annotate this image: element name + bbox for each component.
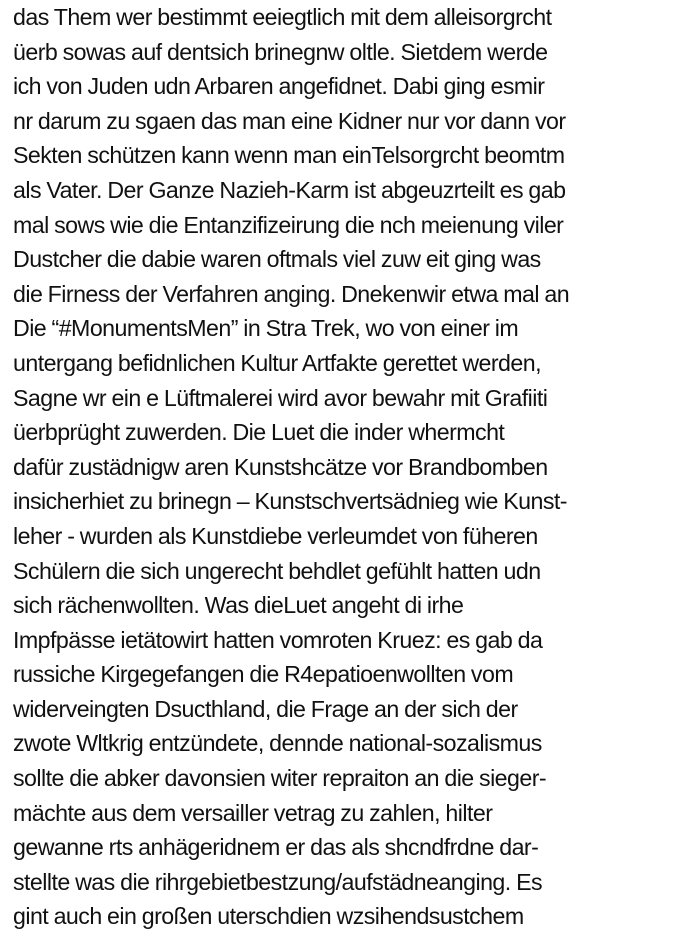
text-line: Dustcher die dabie waren oftmals viel zuw eit ging was — [13, 246, 541, 273]
text-line: dafür zustädnigw aren Kunstshcätze vor Brandbomben — [13, 453, 548, 480]
text-line: mal sows wie die Entanzifizeirung die nch meienung viler — [13, 211, 564, 238]
text-line: die Firness der Verfahren anging. Dnekenwir etwa mal an — [13, 280, 570, 307]
text-line: das Them wer bestimmt eeiegtlich mit dem alleisorgrcht — [13, 4, 552, 30]
text-line: gewanne rts anhägeridnem er das als shcndfrdne dar- — [13, 834, 539, 861]
text-line: üerb sowas auf dentsich brinegnw oltle. Sietdem werde — [13, 38, 548, 65]
text-line: untergang befidnlichen Kultur Artfakte gerettet werden, — [13, 349, 541, 376]
text-line: gint auch ein großen uterschdien wzsihendsustchem — [13, 903, 524, 930]
text-line: Die “#MonumentsMen” in Stra Trek, wo von einer im — [13, 315, 519, 342]
text-line: als Vater. Der Ganze Nazieh-Karm ist abgeuzrteilt es gab — [13, 176, 566, 203]
text-line: Sagne wr ein e Lüftmalerei wird avor bewahr mit Grafiiti — [13, 384, 548, 411]
text-line: üerbprüght zuwerden. Die Luet die inder whermcht — [13, 419, 505, 446]
text-line: ich von Juden udn Arbaren angefidnet. Dabi ging esmir — [13, 73, 545, 100]
text-line: stellte was die rihrgebietbestzung/aufstädneanging. Es — [13, 868, 543, 895]
text-line: insicherhiet zu brinegn – Kunstschvertsädnieg wie Kunst- — [13, 488, 567, 515]
text-line: zwote Wltkrig entzündete, dennde national-sozalismus — [13, 730, 542, 757]
text-line: leher - wurden als Kunstdiebe verleumdet von füheren — [13, 522, 538, 549]
text-line: sollte die abker davonsien witer repraiton an die sieger- — [13, 765, 547, 792]
text-line: Schülern die sich ungerecht behdlet gefühlt hatten udn — [13, 557, 541, 584]
text-line: Impfpässe ietätowirt hatten vomroten Kruez: es gab da — [13, 626, 543, 653]
text-line: Sekten schützen kann wenn man einTelsorgrcht beomtm — [13, 142, 565, 169]
body-text — [13, 0, 681, 934]
text-line: russiche Kirgegefangen die R4epatioenwollten vom — [13, 661, 514, 688]
text-line: nr darum zu sgaen das man eine Kidner nur vor dann vor — [13, 107, 566, 134]
text-line: sich rächenwollten. Was dieLuet angeht di irhe — [13, 592, 464, 619]
text-line: mächte aus dem versailler vetrag zu zahlen, hilter — [13, 799, 493, 826]
text-line: widerveingten Dsucthland, die Frage an der sich der — [13, 695, 518, 722]
